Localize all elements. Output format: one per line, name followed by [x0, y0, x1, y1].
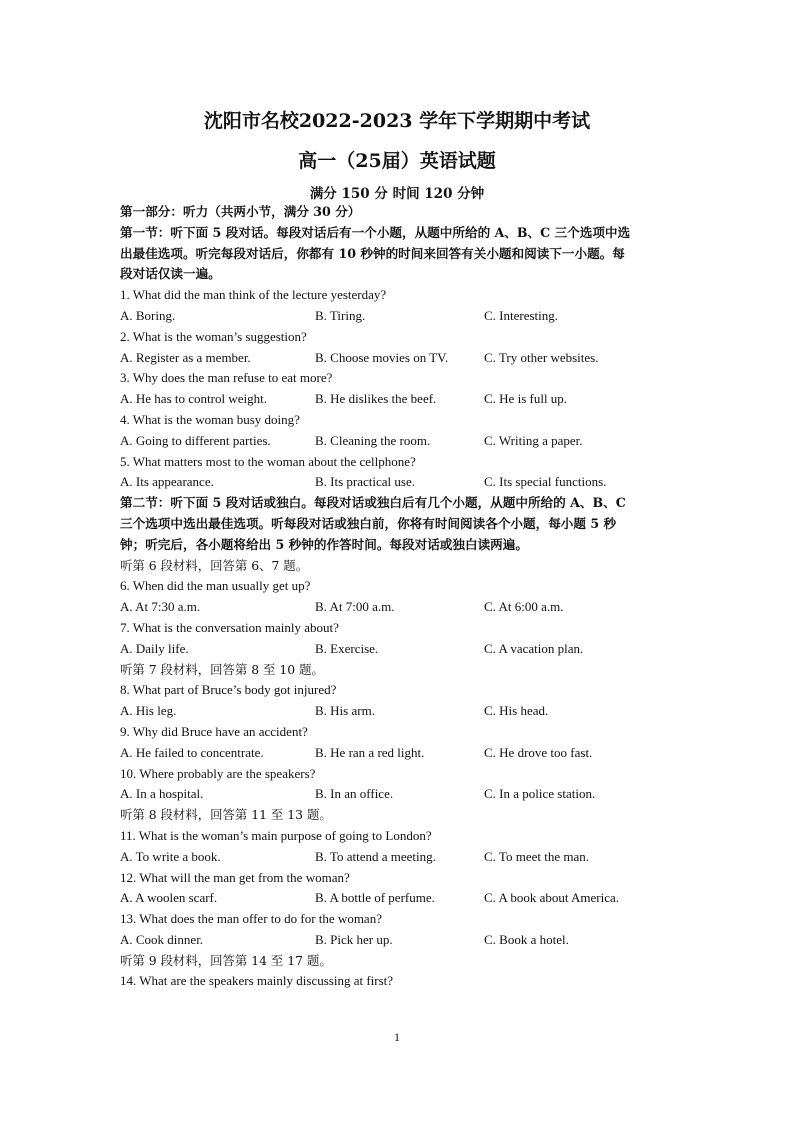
question-block	[120, 327, 680, 369]
option-b: B. Cleaning the room.	[315, 432, 431, 448]
question-text: 9. Why did Bruce have an accident?	[120, 723, 308, 739]
option-b: B. Tiring.	[315, 307, 366, 323]
option-a: A. Register as a member.	[120, 349, 251, 365]
question-text: 8. What part of Bruce’s body got injured?	[120, 682, 337, 698]
option-c: C. Try other websites.	[484, 349, 599, 365]
option-c: C. His head.	[484, 703, 549, 719]
option-b: B. Pick her up.	[315, 931, 393, 947]
options-row	[120, 743, 680, 764]
option-a: A. Its appearance.	[120, 474, 214, 490]
option-a: A. Daily life.	[120, 640, 189, 656]
options-row	[120, 639, 680, 660]
option-b: B. In an office.	[315, 786, 394, 802]
options-row	[120, 930, 680, 951]
question-block	[120, 285, 680, 327]
question-text: 10. Where probably are the speakers?	[120, 765, 316, 781]
options-row	[120, 472, 680, 493]
option-b: B. He dislikes the beef.	[315, 391, 437, 407]
section2-instruction: 第二节：听下面 5 段对话或独白。每段对话或独白后有几个小题，从题中所给的 A、B、C	[120, 495, 626, 511]
option-a: A. Going to different parties.	[120, 432, 271, 448]
options-row	[120, 847, 680, 868]
option-a: A. In a hospital.	[120, 786, 204, 802]
exam-content	[120, 202, 680, 992]
option-b: B. Exercise.	[315, 640, 379, 656]
section2-instruction: 三个选项中选出最佳选项。听每段对话或独白前，你将有时间阅读各个小题，每小题 5 秒	[120, 515, 617, 531]
option-a: A. To write a book.	[120, 848, 221, 864]
page-number: 1	[394, 1030, 400, 1044]
question-block	[120, 618, 680, 660]
options-row	[120, 389, 680, 410]
question-text: 3. Why does the man refuse to eat more?	[120, 370, 333, 386]
options-row	[120, 784, 680, 805]
options-row	[120, 701, 680, 722]
option-c: C. A vacation plan.	[484, 640, 584, 656]
question-block	[120, 826, 680, 868]
material-note: 听第 8 段材料，回答第 11 至 13 题。	[120, 807, 332, 823]
question-text: 5. What matters most to the woman about the cellphone?	[120, 453, 416, 469]
question-text: 12. What will the man get from the woman?	[120, 869, 350, 885]
option-a: A. Cook dinner.	[120, 931, 204, 947]
question-text: 4. What is the woman busy doing?	[120, 411, 300, 427]
option-c: C. At 6:00 a.m.	[484, 599, 564, 615]
section2-instruction: 钟；听完后，各小题将给出 5 秒钟的作答时间。每段对话或独白读两遍。	[120, 536, 528, 552]
question-text: 14. What are the speakers mainly discussing at first?	[120, 973, 394, 989]
question-block	[120, 368, 680, 410]
option-a: A. At 7:30 a.m.	[120, 599, 201, 615]
option-b: B. Choose movies on TV.	[315, 349, 449, 365]
question-block	[120, 410, 680, 452]
option-b: B. Its practical use.	[315, 474, 415, 490]
question-text: 2. What is the woman’s suggestion?	[120, 328, 307, 344]
material-note: 听第 7 段材料，回答第 8 至 10 题。	[120, 661, 324, 677]
option-c: C. Its special functions.	[484, 474, 607, 490]
option-a: A. His leg.	[120, 703, 177, 719]
exam-subtitle: 高一（25届）英语试题	[298, 150, 496, 172]
option-c: C. Book a hotel.	[484, 931, 569, 947]
question-block	[120, 576, 680, 618]
question-block	[120, 909, 680, 951]
option-c: C. In a police station.	[484, 786, 596, 802]
option-a: A. A woolen scarf.	[120, 890, 218, 906]
options-row	[120, 597, 680, 618]
part1-heading: 第一部分：听力（共两小节，满分 30 分）	[120, 204, 361, 219]
options-row	[120, 306, 680, 327]
options-row	[120, 348, 680, 369]
option-c: C. To meet the man.	[484, 848, 589, 864]
section1-instruction: 段对话仅读一遍。	[120, 266, 221, 282]
question-block	[120, 452, 680, 494]
material-note: 听第 9 段材料，回答第 14 至 17 题。	[120, 952, 332, 968]
material-note: 听第 6 段材料，回答第 6、7 题。	[120, 557, 309, 573]
option-b: B. He ran a red light.	[315, 744, 425, 760]
question-block	[120, 722, 680, 764]
question-text: 1. What did the man think of the lecture yesterday?	[120, 287, 387, 303]
question-block	[120, 764, 680, 806]
option-b: B. At 7:00 a.m.	[315, 599, 395, 615]
option-c: C. Writing a paper.	[484, 432, 583, 448]
question-text: 13. What does the man offer to do for the woman?	[120, 911, 382, 927]
option-c: C. Interesting.	[484, 307, 559, 323]
question-text: 7. What is the conversation mainly about?	[120, 619, 339, 635]
question-text: 11. What is the woman’s main purpose of going to London?	[120, 827, 432, 843]
section1-instruction: 第一节：听下面 5 段对话。每段对话后有一个小题，从题中所给的 A、B、C 三个选项中选	[120, 224, 631, 240]
options-row	[120, 431, 680, 452]
option-a: A. Boring.	[120, 307, 176, 323]
option-c: C. A book about America.	[484, 890, 620, 906]
option-b: B. His arm.	[315, 703, 375, 719]
option-c: C. He drove too fast.	[484, 744, 593, 760]
option-b: B. A bottle of perfume.	[315, 890, 435, 906]
options-row	[120, 888, 680, 909]
exam-info: 满分 150 分 时间 120 分钟	[309, 186, 485, 202]
question-block	[120, 868, 680, 910]
option-a: A. He has to control weight.	[120, 391, 267, 407]
exam-title: 沈阳市名校2022-2023 学年下学期期中考试	[203, 110, 591, 132]
option-b: B. To attend a meeting.	[315, 848, 436, 864]
option-a: A. He failed to concentrate.	[120, 744, 264, 760]
question-block	[120, 680, 680, 722]
section1-instruction: 出最佳选项。听完每段对话后，你都有 10 秒钟的时间来回答有关小题和阅读下一小题。每	[120, 245, 625, 261]
option-c: C. He is full up.	[484, 391, 568, 407]
question-text: 6. When did the man usually get up?	[120, 578, 311, 594]
